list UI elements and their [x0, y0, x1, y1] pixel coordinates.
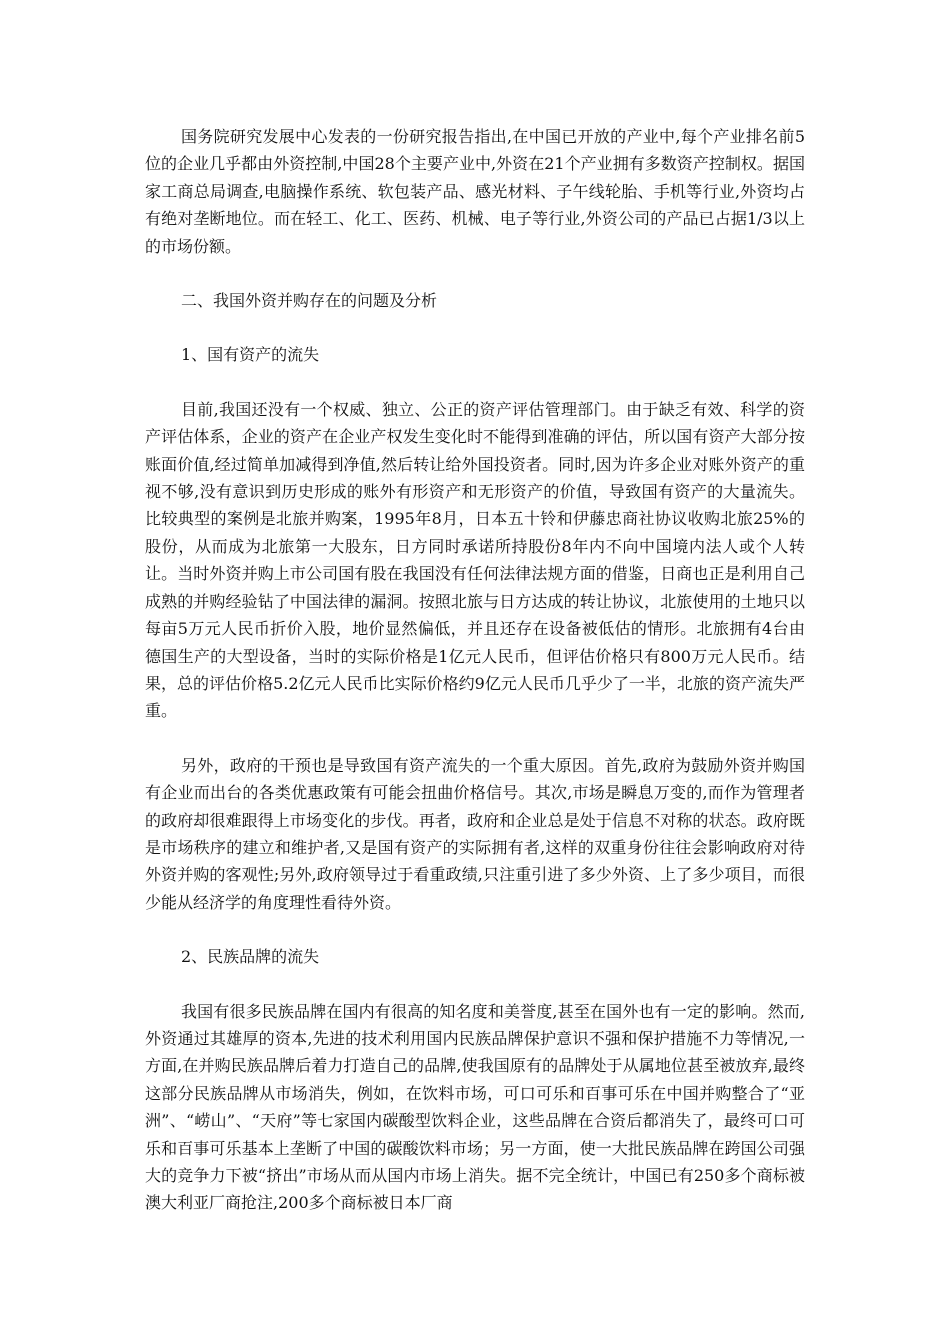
paragraph-spacer — [145, 314, 805, 341]
paragraph-state-asset-loss: 目前,我国还没有一个权威、独立、公正的资产评估管理部门。由于缺乏有效、科学的资产评估体系，企业的资产在企业产权发生变化时不能得到准确的评估，所以国有资产大部分按账面价值,经过简单加减得到净值,然后转让给外国投资者。同时,因为许多企业对账外资产的重视不够,没有意识到历史形成的账外有形资产和无形资产的价值，导致国有资产的大量流失。比较典型的案例是北旅并购案，1995年8月，日本五十铃和伊藤忠商社协议收购北旅25%的股份，从而成为北旅第一大股东，日方同时承诺所持股份8年内不向中国境内法人或个人转让。当时外资并购上市公司国有股在我国没有任何法律法规方面的借鉴，日商也正是利用自己成熟的并购经验钻了中国法律的漏洞。按照北旅与日方达成的转让协议，北旅使用的土地只以每亩5万元人民币折价入股，地价显然偏低，并且还存在设备被低估的情形。北旅拥有4台由德国生产的大型设备，当时的实际价格是1亿元人民币，但评估价格只有800万元人民币。结果，总的评估价格5.2亿元人民币比实际价格约9亿元人民币几乎少了一半，北旅的资产流失严重。 — [145, 399, 805, 721]
paragraph-spacer — [145, 260, 805, 287]
paragraph-spacer — [145, 369, 805, 396]
paragraph-foreign-control: 国务院研究发展中心发表的一份研究报告指出,在中国已开放的产业中,每个产业排名前5位的企业几乎都由外资控制,中国28个主要产业中,外资在21个产业拥有多数资产控制权。据国家工商总局调查,电脑操作系统、软包装产品、感光材料、子午线轮胎、手机等行业,外资均占有绝对垄断地位。而在轻工、化工、医药、机械、电子等行业,外资公司的产品已占据1/3以上的市场份额。 — [145, 127, 805, 256]
subsection-heading-state-assets: 1、国有资产的流失 — [181, 345, 320, 365]
paragraph-spacer — [145, 971, 805, 998]
document-page — [145, 123, 805, 1217]
section-heading: 二、我国外资并购存在的问题及分析 — [181, 291, 438, 311]
paragraph-spacer — [145, 725, 805, 752]
paragraph-government-intervention: 另外，政府的干预也是导致国有资产流失的一个重大原因。首先,政府为鼓励外资并购国有企业而出台的各类优惠政策有可能会扭曲价格信号。其次,市场是瞬息万变的,而作为管理者的政府却很难跟得上市场变化的步伐。再者，政府和企业总是处于信息不对称的状态。政府既是市场秩序的建立和维护者,又是国有资产的实际拥有者,这样的双重身份往往会影响政府对待外资并购的客观性;另外,政府领导过于看重政绩,只注重引进了多少外资、上了多少项目，而很少能从经济学的角度理性看待外资。 — [145, 755, 805, 912]
subsection-heading-national-brands: 2、民族品牌的流失 — [181, 947, 320, 967]
paragraph-brand-loss: 我国有很多民族品牌在国内有很高的知名度和美誉度,甚至在国外也有一定的影响。然而,外资通过其雄厚的资本,先进的技术利用国内民族品牌保护意识不强和保护措施不力等情况,一方面,在并购民族品牌后着力打造自己的品牌,使我国原有的品牌处于从属地位甚至被放弃,最终这部分民族品牌从市场消失，例如，在饮料市场，可口可乐和百事可乐在中国并购整合了“亚洲”、“崂山”、“天府”等七家国内碳酸型饮料企业，这些品牌在合资后都消失了，最终可口可乐和百事可乐基本上垄断了中国的碳酸饮料市场；另一方面，使一大批民族品牌在跨国公司强大的竞争力下被“挤出”市场从而从国内市场上消失。据不完全统计，中国已有250多个商标被澳大利亚厂商抢注,200多个商标被日本厂商 — [145, 1001, 805, 1213]
paragraph-spacer — [145, 916, 805, 943]
